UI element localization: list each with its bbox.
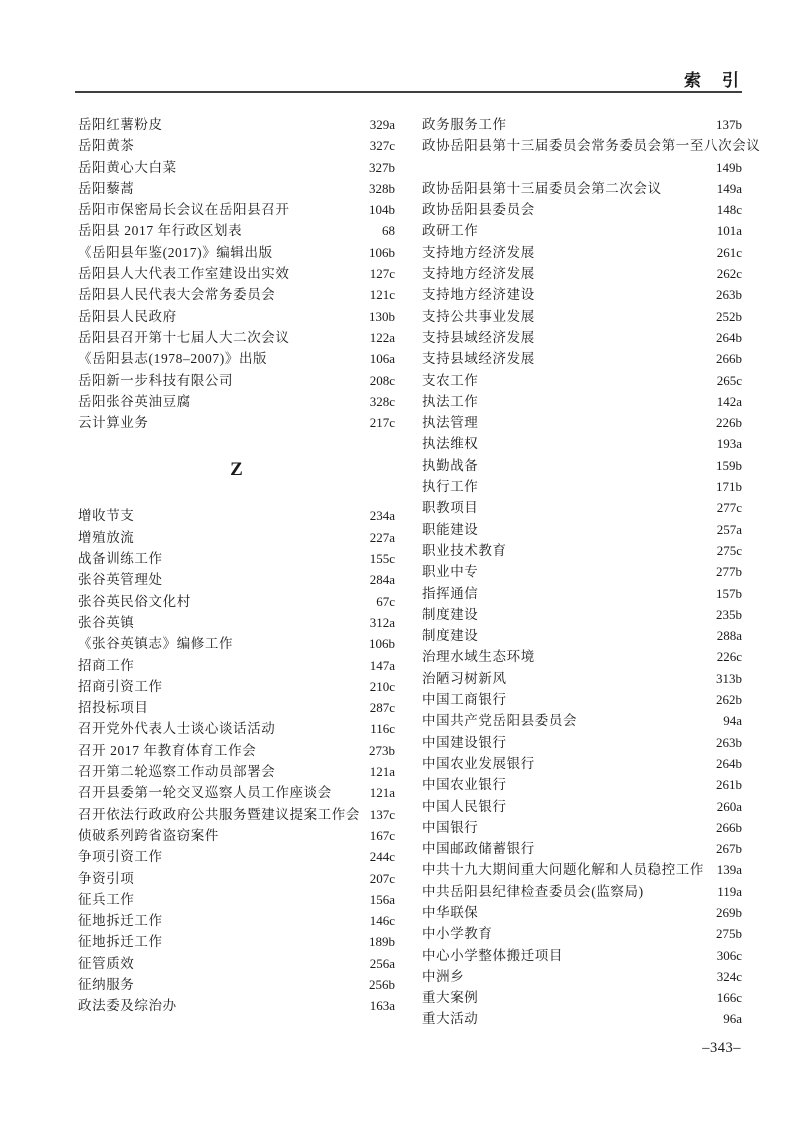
entry-page-number: 275c [716, 542, 742, 558]
index-row [422, 433, 742, 454]
index-row [78, 263, 395, 284]
entry-page-number: 234a [369, 508, 395, 524]
entry-text: 政协岳阳县第十三届委员会第二次会议 [422, 180, 662, 196]
entry-page-number: 226c [716, 649, 742, 665]
entry-text: 争项引资工作 [78, 849, 163, 865]
entry-page-number: 142a [716, 393, 742, 409]
entry-page-number: 262c [716, 266, 742, 282]
entry-text: 中心小学整体搬迁项目 [422, 947, 563, 963]
index-row [422, 327, 742, 348]
entry-text: 执勤战备 [422, 457, 479, 473]
entry-page-number: 265c [716, 372, 742, 388]
entry-text: 支持地方经济建设 [422, 287, 535, 303]
entry-text: 召开依法行政政府公共服务暨建议提案工作会 [78, 806, 360, 822]
entry-text: 《岳阳县年鉴(2017)》编辑出版 [78, 244, 273, 260]
entry-text: 招投标项目 [78, 700, 149, 716]
index-row [78, 910, 395, 931]
index-row [78, 782, 395, 803]
entry-text: 制度建设 [422, 628, 479, 644]
index-row [78, 868, 395, 889]
index-row [422, 242, 742, 263]
entry-text: 《岳阳县志(1978–2007)》出版 [78, 351, 268, 367]
entry-page-number: 159b [716, 457, 742, 473]
entry-text: 岳阳黄心大白菜 [78, 159, 177, 175]
entry-text: 重大活动 [422, 1011, 479, 1027]
entry-page-number: 106b [369, 244, 395, 260]
entry-page-number: 327b [369, 159, 395, 175]
index-row [78, 391, 395, 412]
entry-page-number: 166c [716, 990, 742, 1006]
entry-page-number: 137c [369, 806, 395, 822]
index-row [422, 774, 742, 795]
index-row [78, 655, 395, 676]
index-row [78, 633, 395, 654]
entry-page-number: 263b [716, 287, 742, 303]
index-row [422, 817, 742, 838]
entry-text: 制度建设 [422, 606, 479, 622]
entry-page-number: 244c [369, 849, 395, 865]
entry-text: 职教项目 [422, 500, 479, 516]
index-row [422, 987, 742, 1008]
entry-page-number: 121c [369, 287, 395, 303]
index-row [78, 931, 395, 952]
index-row [422, 284, 742, 305]
entry-page-number: 119a [717, 883, 742, 899]
index-row [78, 412, 395, 433]
entry-text: 政法委及综治办 [78, 998, 177, 1014]
index-row [422, 178, 742, 199]
entry-text: 岳阳市保密局长会议在岳阳县召开 [78, 202, 290, 218]
index-row [78, 697, 395, 718]
index-row [78, 995, 395, 1016]
entry-page-number: 171b [716, 479, 742, 495]
entry-page-number: 157b [716, 585, 742, 601]
index-row [78, 135, 395, 156]
entry-text: 中国农业银行 [422, 777, 507, 793]
entry-page-number: 146c [369, 913, 395, 929]
entry-page-number: 328b [369, 180, 395, 196]
entry-text: 征兵工作 [78, 891, 135, 907]
entry-page-number: 273b [369, 742, 395, 758]
entry-text: 执法维权 [422, 436, 479, 452]
entry-text: 中国农业发展银行 [422, 755, 535, 771]
entry-text: 战备训练工作 [78, 551, 163, 567]
index-row [78, 527, 395, 548]
entry-page-number: 275b [716, 926, 742, 942]
index-row [78, 676, 395, 697]
entry-text: 治陋习树新风 [422, 670, 507, 686]
index-row [422, 199, 742, 220]
index-row [78, 761, 395, 782]
entry-text: 职业技术教育 [422, 542, 507, 558]
entry-page-number: 257a [716, 521, 742, 537]
index-row [422, 902, 742, 923]
entry-page-number: 269b [716, 904, 742, 920]
entry-page-number: 217c [369, 415, 395, 431]
entry-text: 岳阳张谷英油豆腐 [78, 393, 191, 409]
index-row [78, 825, 395, 846]
index-row [422, 966, 742, 987]
entry-page-number: 210c [369, 678, 395, 694]
entry-page-number: 264b [716, 329, 742, 345]
entry-page-number: 147a [369, 657, 395, 673]
left-column [78, 114, 395, 1030]
index-row [78, 889, 395, 910]
entry-page-number: 312a [369, 614, 395, 630]
entry-text: 张谷英民俗文化村 [78, 593, 191, 609]
index-row [422, 561, 742, 582]
entry-text: 中国工商银行 [422, 692, 507, 708]
header-rule [75, 91, 742, 93]
entry-text: 岳阳黄茶 [78, 138, 135, 154]
entry-page-number: 163a [369, 998, 395, 1014]
page-header-title: 索 引 [684, 71, 741, 90]
entry-page-number: 287c [369, 700, 395, 716]
entry-text: 召开第二轮巡察工作动员部署会 [78, 764, 276, 780]
entry-page-number: 266b [716, 351, 742, 367]
index-row [78, 348, 395, 369]
entry-text: 执法管理 [422, 415, 479, 431]
entry-page-number: 167c [369, 827, 395, 843]
entry-page-number: 155c [369, 551, 395, 567]
entry-page-number: 288a [716, 628, 742, 644]
entry-page-number: 267b [716, 841, 742, 857]
index-row [422, 1008, 742, 1029]
index-row [78, 569, 395, 590]
entry-text: 政协岳阳县委员会 [422, 202, 535, 218]
entry-page-number: 235b [716, 606, 742, 622]
index-row [78, 974, 395, 995]
entry-text: 召开县委第一轮交叉巡察人员工作座谈会 [78, 785, 332, 801]
index-row [422, 604, 742, 625]
entry-page-number: 264b [716, 755, 742, 771]
entry-page-number: 207c [369, 870, 395, 886]
entry-page-number: 324c [716, 968, 742, 984]
index-row [78, 220, 395, 241]
index-row [422, 157, 742, 178]
entry-text: 召开 2017 年教育体育工作会 [78, 742, 257, 758]
index-row [422, 881, 742, 902]
entry-text: 执法工作 [422, 393, 479, 409]
index-columns [78, 114, 761, 1030]
entry-text: 云计算业务 [78, 415, 149, 431]
entry-page-number: 252b [716, 308, 742, 324]
entry-page-number: 261c [716, 244, 742, 260]
index-row [78, 591, 395, 612]
index-row [78, 157, 395, 178]
entry-text: 岳阳县人民代表大会常务委员会 [78, 287, 276, 303]
entry-page-number: 67c [376, 593, 395, 609]
entry-text: 岳阳新一步科技有限公司 [78, 372, 234, 388]
entry-page-number: 106b [369, 636, 395, 652]
index-row [422, 710, 742, 731]
index-row [422, 540, 742, 561]
index-row [78, 459, 395, 481]
entry-page-number: 96a [723, 1011, 742, 1027]
index-row [422, 689, 742, 710]
entry-page-number: 277c [716, 500, 742, 516]
index-row [78, 242, 395, 263]
entry-text: 中国人民银行 [422, 798, 507, 814]
index-row [422, 412, 742, 433]
entry-text: 招商工作 [78, 657, 135, 673]
entry-text: 中国银行 [422, 819, 479, 835]
index-row [78, 718, 395, 739]
index-row [422, 135, 761, 156]
index-row [422, 370, 742, 391]
index-row [422, 476, 742, 497]
entry-page-number: 148c [716, 202, 742, 218]
index-row [422, 796, 742, 817]
entry-page-number: 328c [369, 393, 395, 409]
index-row [78, 284, 395, 305]
index-row [422, 945, 742, 966]
entry-text: 支持地方经济发展 [422, 244, 535, 260]
entry-text: 指挥通信 [422, 585, 479, 601]
index-row [422, 455, 742, 476]
index-row [78, 306, 395, 327]
entry-text: 中国建设银行 [422, 734, 507, 750]
index-row [422, 306, 742, 327]
entry-text: 中华联保 [422, 904, 479, 920]
entry-text: 政协岳阳县第十三届委员会常务委员会第一至八次会议 [422, 138, 761, 154]
entry-text: 重大案例 [422, 990, 479, 1006]
entry-text: 支持县域经济发展 [422, 329, 535, 345]
index-row [422, 859, 742, 880]
entry-text: 政研工作 [422, 223, 479, 239]
entry-page-number: 121a [369, 764, 395, 780]
index-row [78, 740, 395, 761]
entry-page-number: 149a [716, 180, 742, 196]
index-row [78, 114, 395, 135]
index-row [422, 519, 742, 540]
index-row [422, 668, 742, 689]
index-row [78, 846, 395, 867]
entry-text: 增收节支 [78, 508, 135, 524]
entry-page-number: 263b [716, 734, 742, 750]
index-row [422, 220, 742, 241]
entry-page-number: 189b [369, 934, 395, 950]
entry-text: 征地拆迁工作 [78, 934, 163, 950]
entry-text: 岳阳红薯粉皮 [78, 117, 163, 132]
index-row [422, 646, 742, 667]
entry-page-number: 68 [382, 223, 395, 239]
page-number: –343– [702, 1040, 741, 1056]
entry-text: 岳阳县召开第十七届人大二次会议 [78, 329, 290, 345]
entry-text: 中共十九大期间重大问题化解和人员稳控工作 [422, 862, 704, 878]
entry-page-number: 139a [716, 862, 742, 878]
entry-page-number: 260a [716, 798, 742, 814]
entry-page-number: 104b [369, 202, 395, 218]
index-row [78, 178, 395, 199]
right-column [422, 114, 761, 1030]
entry-page-number: 227a [369, 529, 395, 545]
entry-page-number: 193a [716, 436, 742, 452]
index-row [422, 391, 742, 412]
index-row [422, 923, 742, 944]
entry-text: 中小学教育 [422, 926, 493, 942]
entry-page-number: 327c [369, 138, 395, 154]
entry-text: 增殖放流 [78, 529, 135, 545]
index-row [78, 199, 395, 220]
entry-page-number: 313b [716, 670, 742, 686]
entry-text: 支持公共事业发展 [422, 308, 535, 324]
entry-text: 张谷英镇 [78, 614, 135, 630]
entry-page-number: 329a [369, 117, 395, 132]
entry-text: 征管质效 [78, 955, 135, 971]
entry-page-number: 261b [716, 777, 742, 793]
entry-text: 支持县域经济发展 [422, 351, 535, 367]
entry-text: 岳阳县 2017 年行政区划表 [78, 223, 243, 239]
index-row [78, 327, 395, 348]
entry-page-number: 116c [370, 721, 395, 737]
index-row [422, 348, 742, 369]
entry-page-number: 306c [716, 947, 742, 963]
entry-page-number: 256b [369, 976, 395, 992]
index-row [422, 583, 742, 604]
entry-page-number: 127c [369, 266, 395, 282]
index-row [78, 548, 395, 569]
entry-text: 中国共产党岳阳县委员会 [422, 713, 578, 729]
entry-page-number: 94a [723, 713, 742, 729]
entry-page-number: 149b [716, 159, 742, 175]
entry-text: 岳阳县人民政府 [78, 308, 177, 324]
entry-page-number: 156a [369, 891, 395, 907]
entry-text: 侦破系列跨省盗窃案件 [78, 827, 219, 843]
index-row [422, 263, 742, 284]
entry-text: 张谷英管理处 [78, 572, 163, 588]
entry-page-number: 130b [369, 308, 395, 324]
entry-page-number: 106a [369, 351, 395, 367]
index-row [422, 732, 742, 753]
index-row [422, 114, 742, 135]
index-row [422, 753, 742, 774]
index-row [78, 505, 395, 526]
index-row [422, 497, 742, 518]
entry-text: 争资引项 [78, 870, 135, 886]
entry-text: 召开党外代表人士谈心谈话活动 [78, 721, 276, 737]
entry-text: 征纳服务 [78, 976, 135, 992]
index-row [422, 838, 742, 859]
index-row [78, 953, 395, 974]
entry-page-number: 137b [716, 117, 742, 132]
entry-text: 中国邮政储蓄银行 [422, 841, 535, 857]
entry-text: Z [230, 459, 243, 481]
index-row [78, 804, 395, 825]
entry-page-number: 101a [716, 223, 742, 239]
entry-text: 职能建设 [422, 521, 479, 537]
entry-text: 《张谷英镇志》编修工作 [78, 636, 234, 652]
entry-page-number: 122a [369, 329, 395, 345]
entry-text: 中共岳阳县纪律检查委员会(监察局) [422, 883, 644, 899]
entry-page-number: 266b [716, 819, 742, 835]
entry-page-number: 277b [716, 564, 742, 580]
entry-text: 招商引资工作 [78, 678, 163, 694]
entry-page-number: 226b [716, 415, 742, 431]
entry-text: 支持地方经济发展 [422, 266, 535, 282]
entry-text: 征地拆迁工作 [78, 913, 163, 929]
entry-text: 支农工作 [422, 372, 479, 388]
entry-page-number: 284a [369, 572, 395, 588]
entry-page-number: 256a [369, 955, 395, 971]
entry-text: 岳阳县人大代表工作室建设出实效 [78, 266, 290, 282]
index-row [78, 612, 395, 633]
entry-page-number: 121a [369, 785, 395, 801]
entry-page-number: 262b [716, 692, 742, 708]
entry-text: 执行工作 [422, 479, 479, 495]
entry-text: 治理水域生态环境 [422, 649, 535, 665]
entry-text: 职业中专 [422, 564, 479, 580]
entry-page-number: 208c [369, 372, 395, 388]
index-row [78, 370, 395, 391]
entry-text: 政务服务工作 [422, 117, 507, 132]
entry-text: 中洲乡 [422, 968, 465, 984]
entry-text: 岳阳藜蒿 [78, 180, 135, 196]
index-row [422, 625, 742, 646]
